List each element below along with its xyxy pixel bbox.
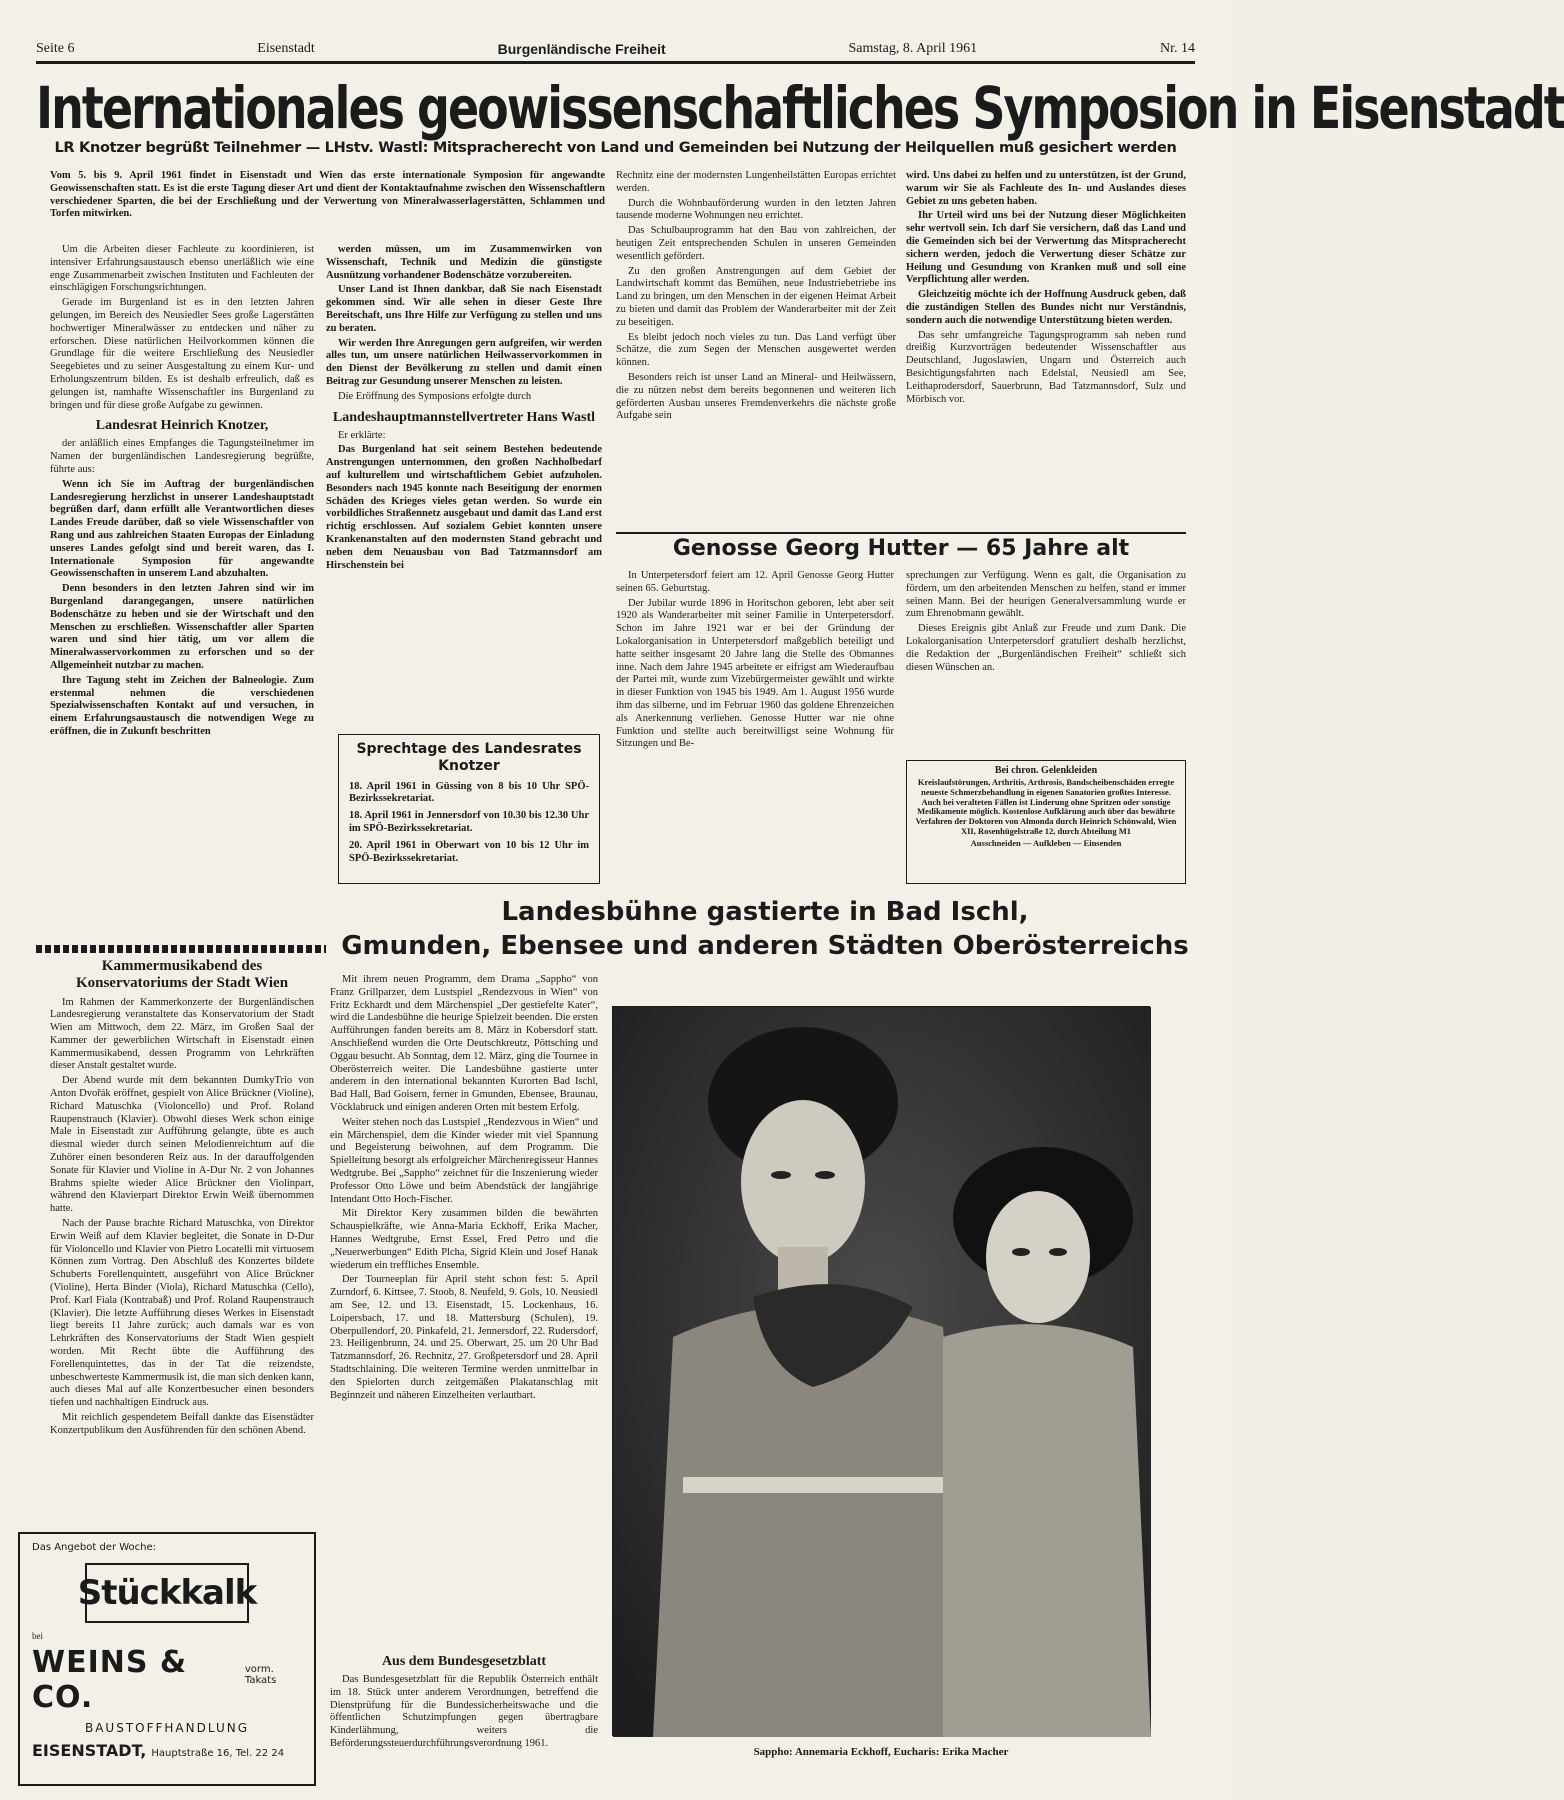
landesbuehne-title (330, 896, 1200, 964)
page-header (36, 38, 1195, 60)
konservatorium-paragraph: Im Rahmen der Kammerkonzerte der Burgenländischen Landesregierung veranstaltete das Konservatorium der Stadt Wien am Mittwoch, dem 22. März, im Großen Saal der Kammer der gewerblichen Wirtschaft in Eisenstadt einen Kammermusikabend, dessen Programm von Lehrkräften dieser Anstalt gestaltet wurde. (50, 996, 314, 1072)
landesbuehne-paragraph: Weiter stehen noch das Lustspiel „Rendezvous in Wien“ und ein Märchenspiel, dem die Kinder wieder mit viel Spannung und Begeisterung beiwohnen, auf dem Programm. Die Spielleitung besorgt als erfolgreicher Märchenregisseur Hannes Wedtgrube. Bei „Sappho“ zeichnet für die Inszenierung wieder Professor Otto Löwe und beim Abendstück der langjährige Intendant Otto Hoch-Fischer. (330, 1116, 598, 1205)
konservatorium-paragraph: Der Abend wurde mit dem bekannten DumkyTrio von Anton Dvořák eröffnet, gespielt von Alice Brückner (Violine), Richard Matuschka (Violoncello) und Prof. Roland Raupenstrauch (Klavier). Obwohl dieses Werk schon einige Male in Eisenstadt zur Aufführung gelangte, übte es auch diesmal wieder durch seinen Melodienreichtum auf die Zuhörer einen besonderen Reiz aus. In der darauffolgenden Sonate für Klavier und Violine in A-Dur Nr. 2 von Johannes Brahms spielte wieder Alice Brückner den Violinpart, während den Klavierpart Direktor Erwin Weiß übernommen hatte. (50, 1075, 314, 1215)
health-ad (906, 760, 1186, 884)
hutter-column-b (906, 570, 1186, 750)
health-ad-title: Bei chron. Gelenkleiden (994, 765, 1098, 776)
sprechtage-title: Sprechtage des Landesrates Knotzer (356, 741, 582, 774)
sprechtage-box (338, 734, 600, 884)
sprechtage-item: 20. April 1961 in Oberwart von 10 bis 12 Uhr im SPÖ-Bezirkssekretariat. (349, 839, 589, 864)
gesetzblatt-title: Aus dem Bundesgesetzblatt (381, 1654, 547, 1669)
dashed-separator (36, 945, 326, 953)
knotzer-paragraph: Ihre Tagung steht im Zeichen der Balneologie. Zum erstenmal nehmen die verschiedenen Spezialwissenschaften Kontakt auf und versuchen, in einem Erfahrungsaustausch die notwendigen Wege zu eröffnen, die in Zukunft beschritten (50, 674, 314, 737)
photo-illustration (613, 1007, 1151, 1737)
ad-city: EISENSTADT, (32, 1741, 147, 1760)
col4-paragraph: Ihr Urteil wird uns bei der Nutzung dieser Möglichkeiten sehr wertvoll sein. Ich darf Sie versichern, daß das Land und die Gemeinden sich bei der Verwertung das Mitspracherecht sichern werden, jedoch die Verwertung dieser Schätze zur Heilung und Gesundung von Kranken muß und soll eine Verpflichtung aller werden. (906, 210, 1186, 286)
hutter-paragraph: sprechungen zur Verfügung. Wenn es galt, die Organisation zu fördern, um den arbeitenden Menschen zu helfen, stand er immer seinen Mann. Bei der heurigen Generalversammlung wurde er zum Ehrenobmann gewählt. (906, 570, 1186, 620)
col4-paragraph: wird. Uns dabei zu helfen und zu unterstützen, ist der Grund, warum wir Sie als Fachleute des In- und Auslandes dieses Gebiet zu uns gebeten haben. (906, 170, 1186, 207)
sprechtage-item: 18. April 1961 in Güssing von 8 bis 10 Uhr SPÖ-Bezirkssekretariat. (349, 780, 589, 805)
knotzer-paragraph: Wenn ich Sie im Auftrag der burgenländischen Landesregierung herzlichst in unserer Landeshauptstadt begrüßen darf, dann erfüllt alle Verantwortlichen dieses Landes Freude darüber, daß so viele Wissenschaftler von Rang und aus zahlreichen Staaten Europas der Einladung unseres Landes gefolgt sind und bereit waren, das I. Internationale Symposion für angewandte Geowissenschaften in unserem Land abzuhalten. (50, 478, 314, 580)
main-subhead: LR Knotzer begrüßt Teilnehmer — LHstv. Wastl: Mitspracherecht von Land und Gemeinden bei Nutzung der Heilquellen muß gesichert werden (54, 140, 1177, 156)
main-headline: Internationales geowissenschaftliches Symposion in Eisenstadt (36, 74, 1564, 142)
lead-paragraph: Vom 5. bis 9. April 1961 findet in Eisenstadt und Wien das erste internationale Symposion für angewandte Geowissenschaften statt. Es ist die erste Tagung dieser Art und dient der Kontaktaufnahme zwischen den Wissenschaftlern verschiedener Sparten, die bei der Erschließung und der Verwertung von Mineralwasserlagerstätten, Schlammen und Torfen mitwirken. (50, 170, 605, 220)
hutter-column-a (616, 570, 894, 884)
col3-paragraph: Es bleibt jedoch noch vieles zu tun. Das Land verfügt über Schätze, die zum Segen der Menschen ausgewertet werden können. (616, 331, 896, 369)
knotzer-paragraph: Denn besonders in den letzten Jahren sind wir im Burgenland darangegangen, unsere natürlichen Bodenschätze zu heben und sie der Wirtschaft und den Menschen zu erschließen. Wissenschaftler aller Sparten waren und sind hier tätig, um vor allem die Mineralwasservorkommen zu erforschen und so der Allgemeinheit nutzbar zu machen. (50, 583, 314, 671)
issue-date: Samstag, 8. April 1961 (848, 41, 978, 56)
col3-paragraph: Rechnitz eine der modernsten Lungenheilstätten Europas errichtet werden. (616, 170, 896, 194)
ad-vorm: vorm. Takats (244, 1664, 277, 1686)
knotzer-intro: der anläßlich eines Empfanges die Tagungsteilnehmer im Namen der burgenländischen Landesregierung begrüßte, führte aus: (50, 438, 314, 476)
col3-paragraph: Besonders reich ist unser Land an Mineral- und Heilwässern, die zu nützen nebst dem bereits begonnenen und weiteren lich geförderten Ausbau unseres Fremdenverkehrs die nächste große Aufgabe sein (616, 371, 896, 422)
col2-paragraph: werden müssen, um im Zusammenwirken von Wissenschaft, Technik und Medizin die günstigste Ausnützung vorhandener Bodenschätze vorzubereiten. (326, 244, 602, 281)
column-1 (50, 244, 314, 934)
landesbuehne-paragraph: Der Tourneeplan für April steht schon fest: 5. April Zurndorf, 6. Kittsee, 7. Stoob, 8. Neufeld, 9. Gols, 10. Neusiedl am See, 12. und 13. Eisenstadt, 15. Lockenhaus, 16. Loipersbach, 17. und 18. Mattersburg (Schulen), 19. Oberpullendorf, 20. Pinkafeld, 21. Jennersdorf, 22. Rudersdorf, 23. Heiligenbrunn, 24. und 25. Oberwart, 25. um 20 Uhr Bad Tatzmannsdorf, 26. Rechnitz, 27. Großpetersdorf und 28. April Stadtschlaining. Die weiteren Termine werden unmittelbar in den Spielorten durch zeitgemäßen Plakatanschlag mit Beginnzeit und näheren Einzelheiten verlautbart. (330, 1274, 598, 1401)
health-ad-text: Kreislaufstörungen, Arthritis, Arthrosis, Bandscheibenschäden erregte neueste Schmerzbehandlung in eigenen Sanatorien großtes Interesse. Auch bei veralteten Fällen ist Linderung ohne Spritzen oder sonstige Medikamente möglich. Kostenlose Aufklärung auch über das bewährte Verfahren der Doktoren von Almonda durch Heinrich Schönwald, Wien XII, Rosenhügelstraße 12, durch Abteilung M1 (915, 777, 1177, 836)
landesbuehne-article (330, 974, 598, 1634)
landesbuehne-paragraph: Mit Direktor Kery zusammen bilden die bewährten Schauspielkräfte, wie Anna-Maria Eckhoff, Erika Macher, Hannes Wedtgrube, Ernst Essel, Fred Petro und die „Neuerwerbungen“ Edith Plcha, Sigrid Klein und Josef Hanak wiederum ein treffliches Ensemble. (330, 1208, 598, 1271)
photo-caption: Sappho: Annemaria Eckhoff, Eucharis: Erika Macher (753, 1746, 1009, 1758)
ad-product-box (77, 1563, 257, 1623)
ad-product: Stückkalk (77, 1573, 257, 1613)
column-3 (616, 170, 896, 532)
col3-paragraph: Durch die Wohnbauförderung wurden in den letzten Jahren tausende moderne Wohnungen neu errichtet. (616, 197, 896, 222)
hutter-paragraph: Der Jubilar wurde 1896 in Horitschon geboren, lebt aber seit 1920 als Wanderarbeiter mit seiner Familie in Unterpetersdorf. Schon im Jahre 1921 war er bei der Gründung der Lokalorganisation in Unterpetersdorf maßgeblich beteiligt und hatte seither insgesamt 20 Jahre lang die Stelle des Obmannes inne. Nach dem Jahre 1945 arbeitete er eifrigst am Wiederaufbau der Partei mit, wurde zum Vizebürgermeister gewählt und wirkte in dieser Funktion von 1945 bis 1949. Am 1. August 1956 wurde ihm das silberne, und im Februar 1960 das goldene Ehrenzeichen als Anerkennung verliehen. Genosse Hutter war nie ohne Funktion und stellte auch bereitwilligst seine Wohnung für Sitzungen und Be- (616, 597, 894, 750)
masthead: Burgenländische Freiheit (497, 41, 666, 57)
col3-paragraph: Das Schulbauprogramm hat den Bau von zahlreichen, der heutigen Zeit entsprechenden Schulen in unseren Gemeinden wesentlich gefördert. (616, 225, 896, 262)
col3-paragraph: Zu den großen Anstrengungen auf dem Gebiet der Landwirtschaft kommt das Bemühen, neue Industriebetriebe ins Land zu bringen, um den Menschen in der eigenen Heimat Arbeit zu bieten und damit das Problem der Wanderarbeiter mit der Zeit zu beseitigen. (616, 265, 896, 328)
landesbuehne-title-line2: Gmunden, Ebensee und anderen Städten Oberösterreichs (341, 930, 1189, 961)
col1-paragraph: Um die Arbeiten dieser Fachleute zu koordinieren, ist intensiver Erfahrungsaustausch ebenso unerläßlich wie eine enge Zusammenarbeit zwischen Instituten und Fachleuten der einschlägigen Forschungsrichtungen. (50, 244, 314, 294)
ad-company: WEINS & CO. (32, 1645, 188, 1715)
hutter-title: Genosse Georg Hutter — 65 Jahre alt (672, 536, 1130, 561)
sprechtage-list (349, 781, 589, 866)
konservatorium-article (50, 958, 314, 1524)
ad-type: BAUSTOFFHANDLUNG (84, 1721, 250, 1735)
wastl-heading: Landeshauptmannstellvertreter Hans Wastl (332, 409, 596, 425)
gesetzblatt-article (330, 1654, 598, 1786)
col2-paragraph: Wir werden Ihre Anregungen gern aufgreifen, wir werden alles tun, um unsere natürlichen Heilwasservorkommen in den Dienst der Bevölkerung zu stellen und damit einen Beitrag zur Gesundung unserer Menschen zu leisten. (326, 337, 602, 387)
hutter-paragraph: Dieses Ereignis gibt Anlaß zur Freude und zum Dank. Die Lokalorganisation Unterpetersdorf gratuliert deshalb herzlichst, die Redaktion der „Burgenländischen Freiheit“ schließt sich diesen Wünschen an. (906, 623, 1186, 673)
konservatorium-paragraph: Nach der Pause brachte Richard Matuschka, von Direktor Erwin Weiß auf dem Klavier begleitet, die Sonate in D-Dur für Violoncello und Klavier von Pietro Locatelli mit virtuosem Können zum Vortrag. Den Abschluß des Konzertes bildete Schuberts Forellenquintett, ausgeführt von Alice Brückner (Violine), Herta Binder (Viola), Richard Matuschka (Cello), Prof. Karl Fiala (Kontrabaß) und Prof. Roland Raupenstrauch (Klavier). Die letzte Aufführung dieses Werkes in Eisenstadt liegt bereits 11 Jahre zurück; auch damals war es von Lehrkräften des Konservatoriums der Stadt Wien gespielt worden. Mit Recht übte die Aufführung des Forellenquintettes, das in der Tat die reizendste, unbeschwerteste Kammermusik ist, die man sich denken kann, auch dieses Mal auf alle Konzertbesucher einen besonders tiefen und nachhaltigen Eindruck aus. (50, 1218, 314, 1409)
issue-number: Nr. 14 (1159, 41, 1195, 56)
hutter-paragraph: In Unterpetersdorf feiert am 12. April Genosse Georg Hutter seinen 65. Geburtstag. (616, 570, 894, 594)
health-ad-footer: Ausschneiden — Aufkleben — Einsenden (970, 837, 1122, 848)
landesbuehne-title-line1: Landesbühne gastierte in Bad Ischl, (501, 897, 1029, 927)
col1-paragraph: Gerade im Burgenland ist es in den letzten Jahren gelungen, im Bereich des Neusiedler Sees große Lagerstätten hochwertiger Mineralwässer zu entdecken und näher zu erforschen. Diese natürlichen Heilvorkommen können die Grundlage für die weitere Erschließung des Neusiedler Seegebietes und zu seiner Ausgestaltung zu einem Kur- und Erholungszentrum bilden. Es ist deshalb erfreulich, daß es gelungen ist, namhafte Wissenschaftler ins Burgenland zu bringen und für diese große Aufgabe zu gewinnen. (50, 297, 314, 411)
landesbuehne-paragraph: Mit ihrem neuen Programm, dem Drama „Sappho“ von Franz Grillparzer, dem Lustspiel „Rendezvous in Wien“ von Fritz Eckhardt und dem Märchenspiel „Der gestiefelte Kater“, wird die Landesbühne die heurige Spielzeit beenden. Die ersten Aufführungen fanden bereits am 8. März in Kobersdorf statt. Anschließend wurden die Orte Deutschkreutz, Pöttsching und Oggau besucht. Ab Sonntag, dem 12. März, ging die Tournee in Oberösterreich weiter. Die Landesbühne gastierte unter anderem in den international bekannten Kurorten Bad Ischl, Bad Hall, Bad Goisern, ferner in Gmunden, Ebensee, Braunau, Vöcklabruck und einigen anderen Orten mit bestem Erfolg. (330, 974, 598, 1113)
konservatorium-paragraph: Mit reichlich gespendetem Beifall dankte das Eisenstädter Konzertpublikum den Ausführenden für den schönen Abend. (50, 1412, 314, 1436)
col2-paragraph: Unser Land ist Ihnen dankbar, daß Sie nach Eisenstadt gekommen sind. Wir alle sehen in dieser Geste Ihre Bereitschaft, uns Ihre Hilfe zur Verfügung zu stellen und uns zu beraten. (326, 284, 602, 334)
ad-offer-label: Das Angebot der Woche: (32, 1542, 157, 1553)
wastl-intro: Er erklärte: (338, 429, 386, 441)
column-2 (326, 244, 602, 724)
col2-paragraph: Die Eröffnung des Symposions erfolgte durch (338, 390, 532, 402)
col4-paragraph: Das sehr umfangreiche Tagungsprogramm sah neben rund dreißig Kurzvorträgen bedeutender Wissenschaftler aus Deutschland, Jugoslawien, Ungarn und Österreich auch Besichtigungsfahrten nach Edelstal, Neusiedl am See, Leithaprodersdorf, Sauerbrunn, Bad Tatzmannsdorf, Sulz und Mörbisch vor. (906, 329, 1186, 405)
ad-bei: bei (32, 1631, 43, 1641)
col4-paragraph: Gleichzeitig möchte ich der Hoffnung Ausdruck geben, daß die zuständigen Stellen des Bundes nicht nur Verständnis, sondern auch die notwendige Unterstützung bieten werden. (906, 289, 1186, 326)
place-label: Eisenstadt (257, 41, 315, 56)
wastl-paragraph: Das Burgenland hat seit seinem Bestehen bedeutende Anstrengungen unternommen, den großen Nachholbedarf auf kulturellem und wirtschaftlichem Gebiet aufzuholen. Besonders nach 1945 konnte nach Beseitigung der enormen Schäden des Krieges vieles getan werden. So wurde ein vorbildliches Straßennetz ausgebaut und damit das Land erst richtig erschlossen. Auf sozialem Gebiet konnten unsere Krankenanstalten auf den modernsten Stand gebracht und neben dem Neuausbau von Bad Tatzmannsdorf am Hirschenstein bei (326, 444, 602, 571)
ad-address-line (32, 1741, 302, 1760)
ad-address: Hauptstraße 16, Tel. 22 24 (151, 1748, 285, 1759)
page-number: Seite 6 (36, 41, 75, 56)
gesetzblatt-paragraph: Das Bundesgesetzblatt für die Republik Österreich enthält im 18. Stück unter anderem Verordnungen, betreffend die Dienstprüfung für die Bundessicherheitswache und die öffentlichen Schutzimpfungen gegen übertragbare Kinderlähmung, weiters die Beförderungssteuerdurchführungsverordnung 1961. (330, 1674, 598, 1750)
header-rule (36, 61, 1195, 64)
knotzer-heading: Landesrat Heinrich Knotzer, (95, 418, 269, 434)
theater-photo (612, 1006, 1150, 1736)
column-4 (906, 170, 1186, 532)
sprechtage-item: 18. April 1961 in Jennersdorf von 10.30 bis 12.30 Uhr im SPÖ-Bezirkssekretariat. (349, 810, 589, 834)
ad-company-line (32, 1645, 302, 1715)
konservatorium-title: Kammermusikabend des Konservatoriums der Stadt Wien (75, 958, 289, 992)
stueckkalk-ad (18, 1532, 316, 1786)
